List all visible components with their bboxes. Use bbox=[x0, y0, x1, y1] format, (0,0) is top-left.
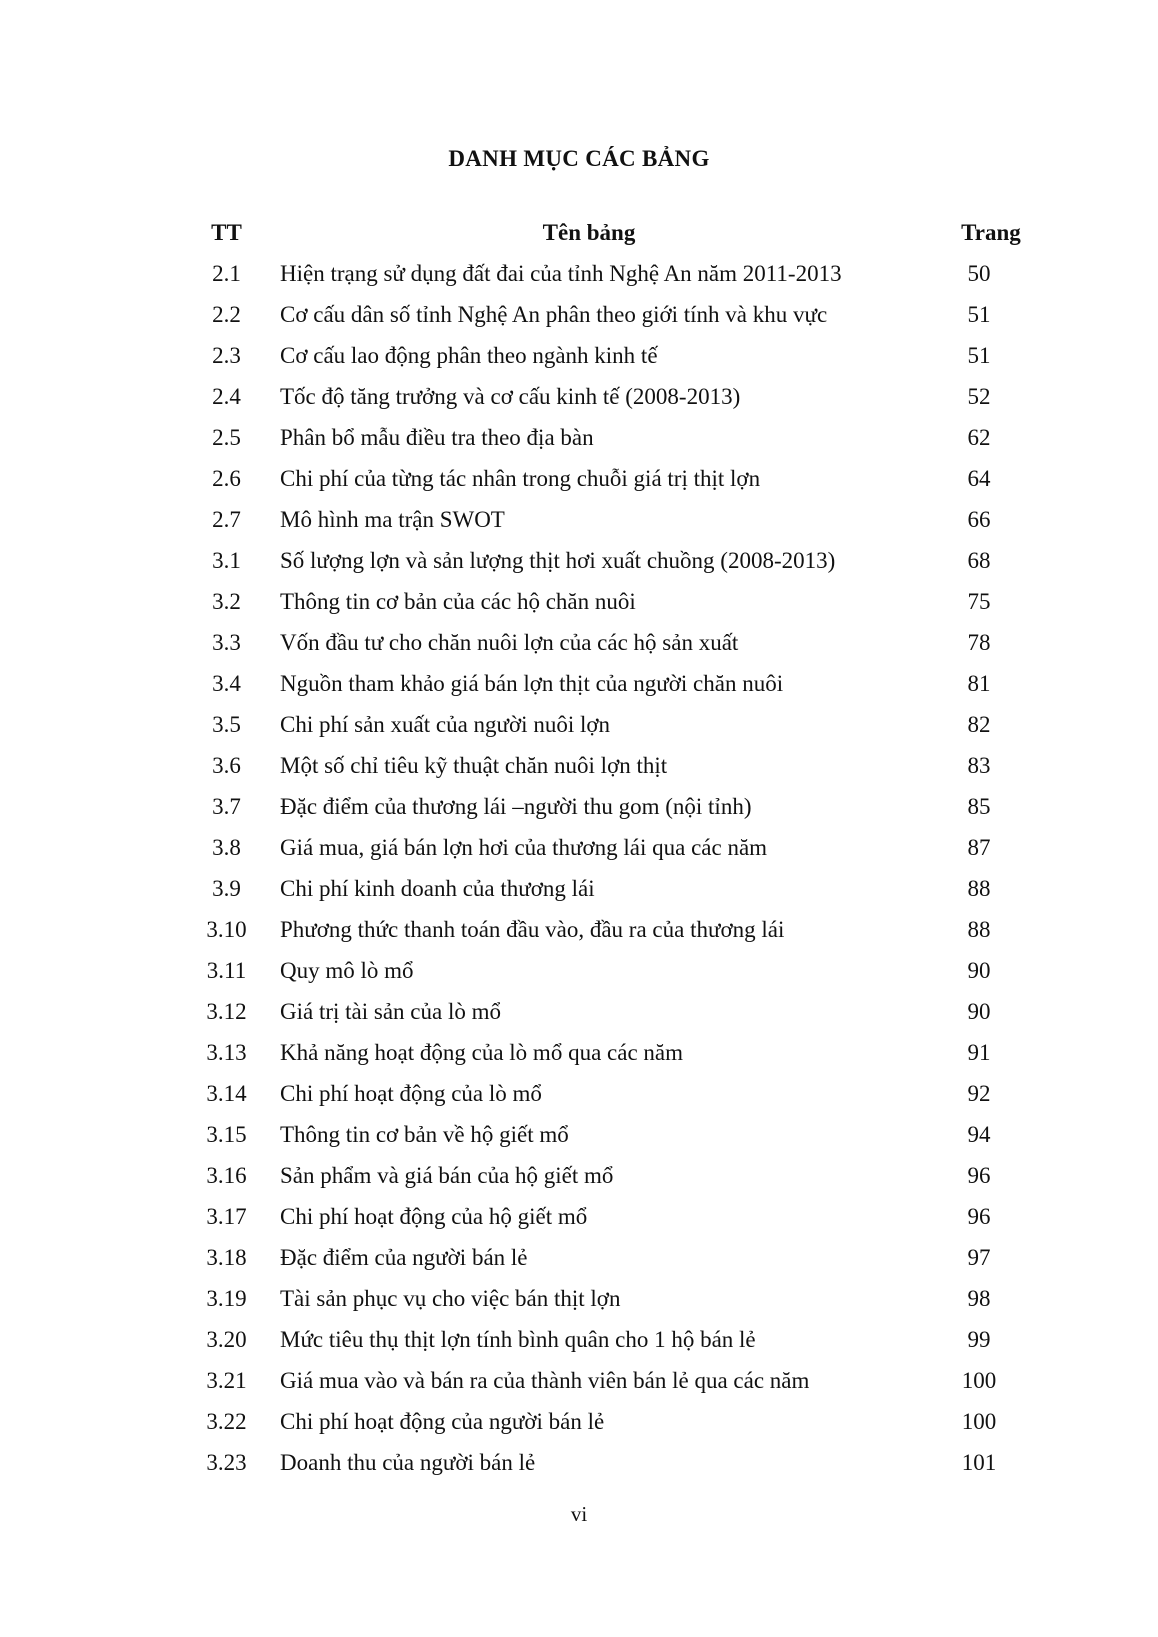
item-number: 3.16 bbox=[206, 1163, 247, 1188]
item-page: 99 bbox=[967, 1327, 991, 1352]
list-item bbox=[204, 1319, 1024, 1360]
item-number: 3.13 bbox=[206, 1040, 247, 1065]
item-title: Giá mua, giá bán lợn hơi của thương lái qua các năm bbox=[280, 835, 768, 860]
item-number: 3.1 bbox=[212, 548, 241, 573]
item-page: 90 bbox=[967, 958, 991, 983]
item-number: 3.14 bbox=[206, 1081, 247, 1106]
item-number: 3.6 bbox=[212, 753, 241, 778]
item-page: 96 bbox=[967, 1163, 991, 1188]
list-item bbox=[204, 1114, 1024, 1155]
page-title: DANH MỤC CÁC BẢNG bbox=[448, 146, 710, 171]
item-title: Chi phí kinh doanh của thương lái bbox=[280, 876, 595, 901]
item-number: 3.3 bbox=[212, 630, 241, 655]
list-item bbox=[204, 745, 1024, 786]
header-tt: TT bbox=[211, 220, 242, 245]
item-number: 3.22 bbox=[206, 1409, 247, 1434]
item-number: 3.19 bbox=[206, 1286, 247, 1311]
item-page: 98 bbox=[967, 1286, 991, 1311]
item-title: Chi phí hoạt động của lò mổ bbox=[280, 1081, 542, 1106]
list-item bbox=[204, 1196, 1024, 1237]
item-title: Sản phẩm và giá bán của hộ giết mổ bbox=[280, 1163, 614, 1188]
item-title: Số lượng lợn và sản lượng thịt hơi xuất chuồng (2008-2013) bbox=[280, 548, 836, 573]
item-title: Cơ cấu dân số tỉnh Nghệ An phân theo giới tính và khu vực bbox=[280, 302, 828, 327]
list-item bbox=[204, 991, 1024, 1032]
list-item bbox=[204, 335, 1024, 376]
item-number: 3.18 bbox=[206, 1245, 247, 1270]
list-item bbox=[204, 827, 1024, 868]
list-item bbox=[204, 499, 1024, 540]
item-title: Phân bổ mẫu điều tra theo địa bàn bbox=[280, 425, 594, 450]
item-title: Tốc độ tăng trưởng và cơ cấu kinh tế (2008-2013) bbox=[280, 384, 741, 409]
item-number: 3.8 bbox=[212, 835, 241, 860]
item-page: 88 bbox=[967, 917, 991, 942]
item-title: Một số chỉ tiêu kỹ thuật chăn nuôi lợn thịt bbox=[280, 753, 668, 778]
item-title: Hiện trạng sử dụng đất đai của tỉnh Nghệ An năm 2011-2013 bbox=[280, 261, 842, 286]
item-page: 78 bbox=[967, 630, 991, 655]
list-item bbox=[204, 376, 1024, 417]
table-list bbox=[204, 212, 1024, 1483]
table-rows bbox=[204, 253, 1024, 1483]
item-number: 3.11 bbox=[206, 958, 247, 983]
list-item bbox=[204, 1442, 1024, 1483]
item-title: Chi phí sản xuất của người nuôi lợn bbox=[280, 712, 611, 737]
item-number: 3.12 bbox=[206, 999, 247, 1024]
item-title: Khả năng hoạt động của lò mổ qua các năm bbox=[280, 1040, 684, 1065]
item-page: 51 bbox=[967, 343, 991, 368]
item-number: 3.15 bbox=[206, 1122, 247, 1147]
item-page: 92 bbox=[967, 1081, 991, 1106]
item-number: 2.7 bbox=[212, 507, 241, 532]
list-item bbox=[204, 1401, 1024, 1442]
item-title: Thông tin cơ bản về hộ giết mổ bbox=[280, 1122, 569, 1147]
item-number: 3.7 bbox=[212, 794, 241, 819]
list-item bbox=[204, 1073, 1024, 1114]
item-title: Giá mua vào và bán ra của thành viên bán lẻ qua các năm bbox=[280, 1368, 810, 1393]
item-title: Cơ cấu lao động phân theo ngành kinh tế bbox=[280, 343, 658, 368]
list-item bbox=[204, 1278, 1024, 1319]
item-page: 68 bbox=[967, 548, 991, 573]
item-page: 94 bbox=[967, 1122, 991, 1147]
item-number: 2.4 bbox=[212, 384, 241, 409]
item-title: Đặc điểm của người bán lẻ bbox=[280, 1245, 528, 1270]
item-title: Đặc điểm của thương lái –người thu gom (nội tỉnh) bbox=[280, 794, 752, 819]
item-title: Chi phí của từng tác nhân trong chuỗi giá trị thịt lợn bbox=[280, 466, 761, 491]
list-item bbox=[204, 663, 1024, 704]
item-page: 101 bbox=[961, 1450, 997, 1475]
item-page: 51 bbox=[967, 302, 991, 327]
item-page: 52 bbox=[967, 384, 991, 409]
item-page: 85 bbox=[967, 794, 991, 819]
item-page: 100 bbox=[961, 1368, 997, 1393]
list-item bbox=[204, 704, 1024, 745]
item-title: Tài sản phục vụ cho việc bán thịt lợn bbox=[280, 1286, 621, 1311]
item-page: 97 bbox=[967, 1245, 991, 1270]
item-title: Chi phí hoạt động của hộ giết mổ bbox=[280, 1204, 588, 1229]
item-number: 3.21 bbox=[206, 1368, 247, 1393]
item-title: Vốn đầu tư cho chăn nuôi lợn của các hộ sản xuất bbox=[280, 630, 739, 655]
item-title: Quy mô lò mổ bbox=[280, 958, 414, 983]
list-item bbox=[204, 786, 1024, 827]
item-page: 91 bbox=[967, 1040, 991, 1065]
item-page: 64 bbox=[967, 466, 991, 491]
item-title: Nguồn tham khảo giá bán lợn thịt của người chăn nuôi bbox=[280, 671, 784, 696]
header-name: Tên bảng bbox=[542, 220, 636, 245]
item-number: 3.23 bbox=[206, 1450, 247, 1475]
item-page: 81 bbox=[967, 671, 991, 696]
item-number: 2.5 bbox=[212, 425, 241, 450]
item-page: 96 bbox=[967, 1204, 991, 1229]
item-number: 3.9 bbox=[212, 876, 241, 901]
item-number: 3.5 bbox=[212, 712, 241, 737]
item-number: 3.4 bbox=[212, 671, 241, 696]
item-page: 100 bbox=[961, 1409, 997, 1434]
list-item bbox=[204, 622, 1024, 663]
item-number: 3.2 bbox=[212, 589, 241, 614]
list-item bbox=[204, 950, 1024, 991]
list-item bbox=[204, 417, 1024, 458]
item-page: 88 bbox=[967, 876, 991, 901]
item-title: Doanh thu của người bán lẻ bbox=[280, 1450, 536, 1475]
item-page: 62 bbox=[967, 425, 991, 450]
item-page: 87 bbox=[967, 835, 991, 860]
item-title: Mô hình ma trận SWOT bbox=[280, 507, 505, 532]
list-item bbox=[204, 868, 1024, 909]
item-number: 2.6 bbox=[212, 466, 241, 491]
item-page: 75 bbox=[967, 589, 991, 614]
item-number: 3.10 bbox=[206, 917, 247, 942]
item-title: Chi phí hoạt động của người bán lẻ bbox=[280, 1409, 605, 1434]
list-item bbox=[204, 540, 1024, 581]
item-page: 90 bbox=[967, 999, 991, 1024]
item-number: 2.3 bbox=[212, 343, 241, 368]
list-item bbox=[204, 1237, 1024, 1278]
list-item bbox=[204, 458, 1024, 499]
item-title: Thông tin cơ bản của các hộ chăn nuôi bbox=[280, 589, 636, 614]
item-title: Phương thức thanh toán đầu vào, đầu ra của thương lái bbox=[280, 917, 785, 942]
table-header-row bbox=[204, 212, 1024, 253]
item-title: Mức tiêu thụ thịt lợn tính bình quân cho 1 hộ bán lẻ bbox=[280, 1327, 756, 1352]
list-item bbox=[204, 581, 1024, 622]
item-number: 3.20 bbox=[206, 1327, 247, 1352]
item-page: 66 bbox=[967, 507, 991, 532]
page-number: vi bbox=[570, 1502, 588, 1526]
item-title: Giá trị tài sản của lò mổ bbox=[280, 999, 501, 1024]
header-page: Trang bbox=[961, 220, 1021, 245]
item-number: 2.2 bbox=[212, 302, 241, 327]
list-item bbox=[204, 253, 1024, 294]
list-item bbox=[204, 294, 1024, 335]
list-item bbox=[204, 1155, 1024, 1196]
list-item bbox=[204, 909, 1024, 950]
item-page: 50 bbox=[967, 261, 991, 286]
list-item bbox=[204, 1360, 1024, 1401]
item-page: 82 bbox=[967, 712, 991, 737]
item-number: 3.17 bbox=[206, 1204, 247, 1229]
item-page: 83 bbox=[967, 753, 991, 778]
list-item bbox=[204, 1032, 1024, 1073]
item-number: 2.1 bbox=[212, 261, 241, 286]
